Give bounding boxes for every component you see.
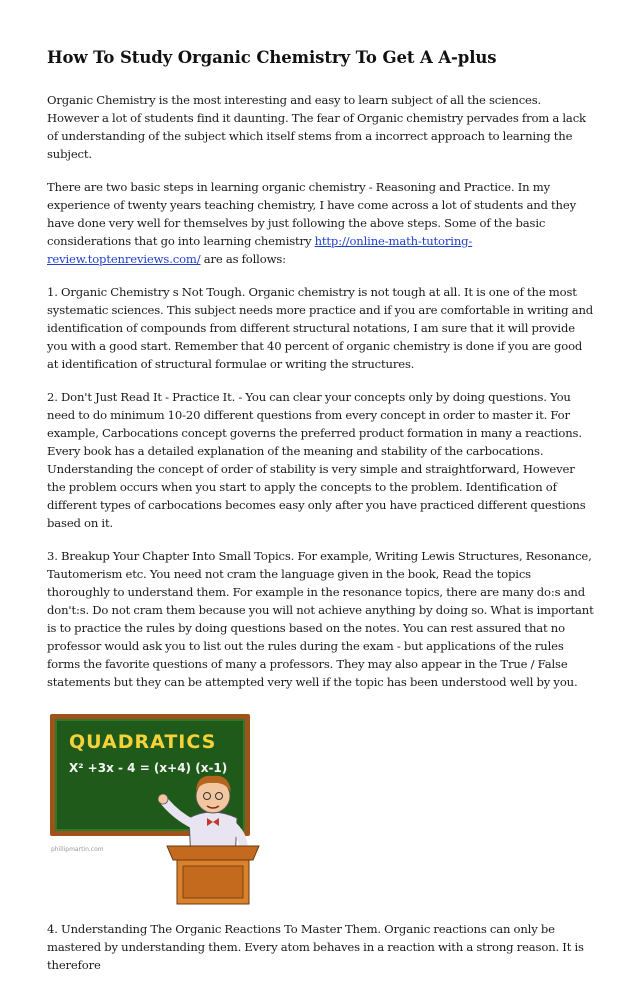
chalkboard-title: QUADRATICS bbox=[69, 731, 217, 753]
paragraph-point-3: 3. Breakup Your Chapter Into Small Topics. For example, Writing Lewis Structures, Resonance, Tautomerism etc. You need not cram the language given in the book, Read the topics thoroughly to understand them. For example in the resonance topics, there are many do:s and don't:s. Do not cram them because you will not achieve anything by doing so. What is important is to practice the rules by doing questions based on the notes. You can rest assured that no professor would ask you to list out the rules during the exam - but applications of the rules forms the favorite questions of many a professors. They may also appear in the True / False statements but they can be attempted very well if the topic has been understood well by you. bbox=[47, 549, 594, 689]
paragraph-point-2: 2. Don't Just Read It - Practice It. - You can clear your concepts only by doing questions. You need to do minimum 10-20 different questions from every concept in order to master it. For example, Carbocations concept governs the preferred product formation in many a reactions. Every book has a detailed explanation of the meaning and stability of the carbocations. Understanding the concept of order of stability is very simple and straightforward, However the problem occurs when you start to apply the concepts to the problem. Identification of different types of carbocations becomes easy only after you have practiced different questions based on it. bbox=[47, 390, 586, 530]
paragraph-intro: Organic Chemistry is the most interesting and easy to learn subject of all the sciences. However a lot of students find it daunting. The fear of Organic chemistry pervades from a lack of understanding of the subject which itself stems from a incorrect approach to learning the subject. bbox=[47, 93, 586, 161]
paragraph-steps bbox=[47, 178, 595, 268]
quadratics-clipart bbox=[47, 706, 267, 906]
paragraph-steps-text: There are two basic steps in learning organic chemistry - Reasoning and Practice. In my experience of twenty years teaching chemistry, I have come across a lot of students and they have done very well for themselves by just following the above steps. Some of the basic considerations that go into learning chemistry bbox=[47, 180, 576, 248]
document-page bbox=[47, 48, 595, 989]
tutoring-review-link[interactable]: http://online-math-tutoring-review.toptenreviews.com/ bbox=[47, 234, 473, 266]
teacher-illustration bbox=[47, 706, 267, 906]
paragraph-point-4: 4. Understanding The Organic Reactions To Master Them. Organic reactions can only be mastered by understanding them. Every atom behaves in a reaction with a strong reason. It is therefore bbox=[47, 922, 584, 972]
paragraph-steps-tail: are as follows: bbox=[200, 252, 286, 266]
image-credit: phillipmartin.com bbox=[51, 846, 104, 853]
chalkboard-equation: X² +3x - 4 = (x+4) (x-1) bbox=[69, 761, 228, 775]
paragraph-point-1: 1. Organic Chemistry s Not Tough. Organic chemistry is not tough at all. It is one of the most systematic sciences. This subject needs more practice and if you are comfortable in writing and identification of compounds from different structural notations, I am sure that it will provide you with a good start. Remember that 40 percent of organic chemistry is done if you are good at identification of structural formulae or writing the structures. bbox=[47, 285, 594, 371]
page-title: How To Study Organic Chemistry To Get A A-plus bbox=[47, 48, 497, 67]
